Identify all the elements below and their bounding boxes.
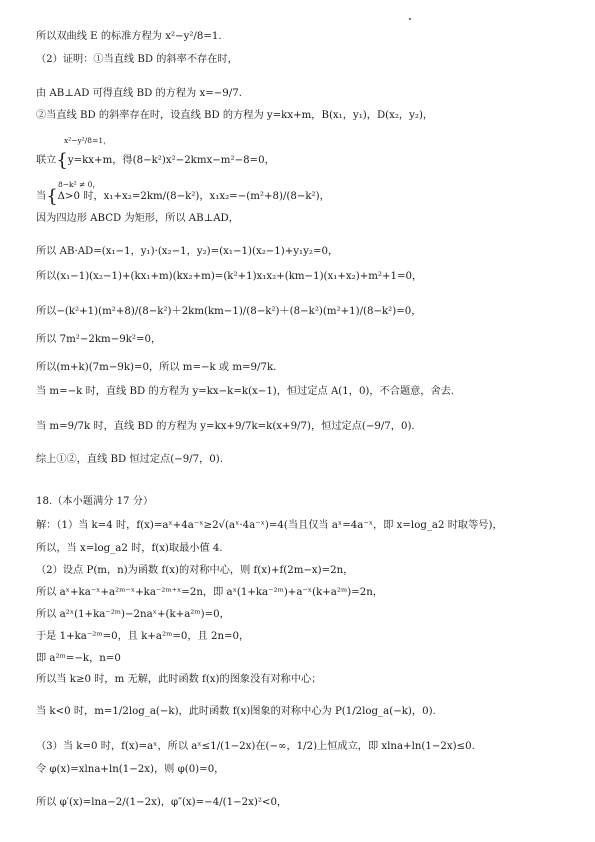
line-10: 所以−(k²+1)(m²+8)/(8−k²)＋2km(km−1)/(8−k²)＋(8−k²)(m²+1)/(8−k²)=0，	[36, 306, 422, 317]
line-5-label	[36, 150, 275, 171]
line-14: 当 m=9/7k 时，直线 BD 的方程为 y=kx+9/7k=k(x+9/7)，恒过定点(−9/7，0).	[36, 421, 415, 432]
line-7: 因为四边形 ABCD 为矩形，所以 AB⊥AD，	[36, 213, 239, 224]
line-21: 所以 a²ˣ(1+ka⁻²ᵐ)−2naˣ+(k+a²ᵐ)=0，	[36, 609, 230, 620]
line-5-system-bottom: y=kx+m，得(8−k²)x²−2kmx−m²−8=0，	[67, 155, 275, 166]
line-3: 由 AB⊥AD 可得直线 BD 的方程为 x=−9/7.	[36, 88, 242, 99]
problem-18-heading: 18.（本小题满分 17 分）	[36, 496, 154, 507]
line-6-label	[36, 186, 330, 207]
line-26: （3）当 k=0 时，f(x)=aˣ，所以 aˣ≤1/(1−2x)在(−∞，1/2)上恒成立，即 xlna+ln(1−2x)≤0.	[36, 741, 475, 752]
line-2: （2）证明：①当直线 BD 的斜率不存在时，	[36, 54, 238, 65]
line-27: 令 φ(x)=xlna+ln(1−2x)，则 φ(0)=0，	[36, 764, 225, 775]
line-25: 当 k<0 时，m=1/2log_a(−k)，此时函数 f(x)图象的对称中心为 P(1/2log_a(−k)，0).	[36, 706, 436, 717]
line-13: 当 m=−k 时，直线 BD 的方程为 y=kx−k=k(x−1)，恒过定点 A(1，0)，不合题意，舍去.	[36, 386, 455, 397]
line-11: 所以 7m²−2km−9k²=0，	[36, 334, 162, 345]
line-20: 所以 aˣ+ka⁻ˣ+a²ᵐ⁻ˣ+ka⁻²ᵐ⁺ˣ=2n，即 aˣ(1+ka⁻²ᵐ)+a⁻ˣ(k+a²ᵐ)=2n，	[36, 587, 383, 598]
line-28: 所以 φ′(x)=lna−2/(1−2x)，φ″(x)=−4/(1−2x)²<0，	[36, 797, 288, 808]
line-15: 综上①②，直线 BD 恒过定点(−9/7，0).	[36, 454, 223, 465]
line-24: 所以当 k≥0 时，m 无解，此时函数 f(x)的图象没有对称中心；	[36, 674, 322, 685]
line-18: 所以，当 x=log_a2 时，f(x)取最小值 4.	[36, 543, 223, 554]
line-5-prefix: 联立	[36, 155, 57, 166]
line-4: ②当直线 BD 的斜率存在时，设直线 BD 的方程为 y=kx+m，B(x₁，y₁)，D(x₂，y₂)，	[36, 110, 434, 121]
line-8: 所以 AB·AD=(x₁−1，y₁)·(x₂−1，y₂)=(x₁−1)(x₂−1)+y₁y₂=0，	[36, 246, 339, 257]
line-23: 即 a²ᵐ=−k，n=0	[36, 653, 121, 664]
line-6-condition-bottom: Δ>0 时，x₁+x₂=2km/(8−k²)，x₁x₂=−(m²+8)/(8−k²)，	[57, 191, 330, 202]
line-19: （2）设点 P(m，n)为函数 f(x)的对称中心，则 f(x)+f(2m−x)=2n，	[36, 565, 354, 576]
line-9: 所以(x₁−1)(x₂−1)+(kx₁+m)(kx₂+m)=(k²+1)x₁x₂+(km−1)(x₁+x₂)+m²+1=0，	[36, 271, 423, 282]
brace-glyph: {	[56, 150, 68, 171]
line-5-system-top: x²−y²/8=1，	[64, 136, 111, 145]
line-17: 解：（1）当 k=4 时，f(x)=aˣ+4a⁻ˣ≥2√(aˣ·4a⁻ˣ)=4(当且仅当 aˣ=4a⁻ˣ，即 x=log_a2 时取等号)，	[36, 520, 503, 531]
line-6-condition-top: 8−k² ≠ 0，	[58, 180, 100, 189]
brace-glyph: {	[46, 186, 58, 207]
line-1: 所以双曲线 E 的标准方程为 x²−y²/8=1.	[36, 31, 222, 42]
line-22: 于是 1+ka⁻²ᵐ=0，且 k+a²ᵐ=0，且 2n=0，	[36, 631, 250, 642]
line-12: 所以(m+k)(7m−9k)=0，所以 m=−k 或 m=9/7k.	[36, 362, 277, 373]
speck-mark	[409, 18, 411, 20]
line-6-prefix: 当	[36, 191, 47, 202]
